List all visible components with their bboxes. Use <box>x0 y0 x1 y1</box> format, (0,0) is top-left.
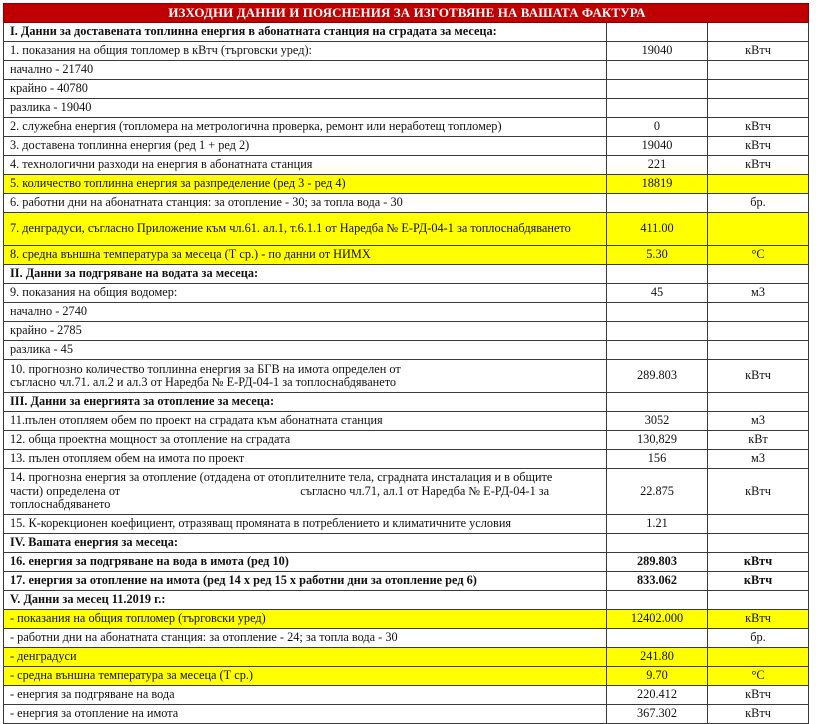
row-label <box>4 469 607 515</box>
row-label: 17. енергия за отопление на имота (ред 14 х ред 15 х работни дни за отопление ред 6) <box>4 572 607 591</box>
row-label: - енергия за подгряване на вода <box>4 686 607 705</box>
row-unit: м3 <box>708 284 809 303</box>
highlighted-row <box>4 610 809 629</box>
row-unit <box>708 213 809 246</box>
row-label: 3. доставена топлинна енергия (ред 1 + ред 2) <box>4 137 607 156</box>
row-label: 16. енергия за подгряване на вода в имота (ред 10) <box>4 553 607 572</box>
row-label: разлика - 19040 <box>4 99 607 118</box>
row-label: начално - 2740 <box>4 303 607 322</box>
table-title: ИЗХОДНИ ДАННИ И ПОЯСНЕНИЯ ЗА ИЗГОТВЯНЕ НА ВАШАТА ФАКТУРА <box>4 4 809 23</box>
row-label: 12. обща проектна мощност за отопление на сградата <box>4 431 607 450</box>
row-value <box>607 322 708 341</box>
row-value: 18819 <box>607 175 708 194</box>
row-unit: бр. <box>708 629 809 648</box>
row-value: 156 <box>607 450 708 469</box>
table-row <box>4 629 809 648</box>
row-value: 367.302 <box>607 705 708 724</box>
row-value: 3052 <box>607 412 708 431</box>
row-value: 221 <box>607 156 708 175</box>
section-heading-row <box>4 393 809 412</box>
row-unit <box>708 175 809 194</box>
table-row <box>4 572 809 591</box>
table-row <box>4 194 809 213</box>
table-row <box>4 156 809 175</box>
table-row <box>4 553 809 572</box>
row-label-part: съгласно чл.71, ал.1 от Наредба № Е-РД-04-1 за <box>300 483 550 498</box>
highlighted-row <box>4 175 809 194</box>
row-unit <box>708 80 809 99</box>
row-unit <box>708 341 809 360</box>
row-unit: кВт <box>708 431 809 450</box>
table-row <box>4 469 809 515</box>
table-row <box>4 118 809 137</box>
row-unit: кВтч <box>708 137 809 156</box>
table-row <box>4 450 809 469</box>
invoice-data-sheet <box>3 3 808 724</box>
row-unit: кВтч <box>708 360 809 393</box>
value-cell <box>607 591 708 610</box>
row-value: 0 <box>607 118 708 137</box>
row-value <box>607 80 708 99</box>
table-row <box>4 412 809 431</box>
row-label: 13. пълен отопляем обем на имота по проект <box>4 450 607 469</box>
row-label-line <box>10 485 602 499</box>
section-heading-row <box>4 591 809 610</box>
value-cell <box>607 265 708 284</box>
row-label: - работни дни на абонатната станция: за отопление - 24; за топла вода - 30 <box>4 629 607 648</box>
row-label <box>4 360 607 393</box>
row-label: крайно - 40780 <box>4 80 607 99</box>
table-row <box>4 303 809 322</box>
value-cell <box>607 23 708 42</box>
row-label: - показания на общия топломер (търговски уред) <box>4 610 607 629</box>
row-value: 241.80 <box>607 648 708 667</box>
row-label: - енергия за отопление на имота <box>4 705 607 724</box>
highlighted-row <box>4 213 809 246</box>
table-row <box>4 360 809 393</box>
row-label: - средна външна температура за месеца (Т ср.) <box>4 667 607 686</box>
row-value <box>607 303 708 322</box>
row-unit: кВтч <box>708 118 809 137</box>
section-heading-row <box>4 534 809 553</box>
row-value: 5.30 <box>607 246 708 265</box>
row-label: 7. денградуси, съгласно Приложение към чл.61. ал.1, т.6.1.1 от Наредба № Е-РД-04-1 за топлоснабдяването <box>4 213 607 246</box>
unit-cell <box>708 534 809 553</box>
row-unit <box>708 515 809 534</box>
section-heading-row <box>4 23 809 42</box>
table-row <box>4 431 809 450</box>
row-label-line: 10. прогнозно количество топлинна енергия за БГВ на имота определен от <box>10 361 401 376</box>
section-heading: I. Данни за доставената топлинна енергия в абонатната станция на сградата за месеца: <box>4 23 607 42</box>
value-cell <box>607 393 708 412</box>
row-unit: кВтч <box>708 469 809 515</box>
row-label: - денградуси <box>4 648 607 667</box>
table-row <box>4 80 809 99</box>
section-heading: V. Данни за месец 11.2019 г.: <box>4 591 607 610</box>
row-unit: °C <box>708 246 809 265</box>
row-value: 22.875 <box>607 469 708 515</box>
table-row <box>4 705 809 724</box>
row-unit <box>708 648 809 667</box>
title-row <box>4 4 809 23</box>
highlighted-row <box>4 246 809 265</box>
row-unit <box>708 61 809 80</box>
row-unit: кВтч <box>708 686 809 705</box>
row-value: 1.21 <box>607 515 708 534</box>
row-label: 11.пълен отопляем обем по проект на сградата към абонатната станция <box>4 412 607 431</box>
row-value: 130,829 <box>607 431 708 450</box>
row-label: 1. показания на общия топломер в кВтч (търговски уред): <box>4 42 607 61</box>
row-value <box>607 61 708 80</box>
row-label: разлика - 45 <box>4 341 607 360</box>
row-value: 289.803 <box>607 360 708 393</box>
section-heading-row <box>4 265 809 284</box>
unit-cell <box>708 23 809 42</box>
row-unit <box>708 99 809 118</box>
row-unit <box>708 303 809 322</box>
row-label: 4. технологични разходи на енергия в абонатната станция <box>4 156 607 175</box>
row-unit <box>708 322 809 341</box>
row-unit: м3 <box>708 450 809 469</box>
value-cell <box>607 534 708 553</box>
row-label-part: части) определена от <box>10 483 121 498</box>
table-row <box>4 686 809 705</box>
row-unit: °C <box>708 667 809 686</box>
table-row <box>4 515 809 534</box>
row-value: 220.412 <box>607 686 708 705</box>
row-unit: бр. <box>708 194 809 213</box>
row-unit: кВтч <box>708 156 809 175</box>
section-heading: III. Данни за енергията за отопление за месеца: <box>4 393 607 412</box>
row-value: 833.062 <box>607 572 708 591</box>
row-unit: кВтч <box>708 705 809 724</box>
row-label-line: топлоснабдяването <box>10 497 111 512</box>
unit-cell <box>708 265 809 284</box>
row-unit: м3 <box>708 412 809 431</box>
unit-cell <box>708 393 809 412</box>
row-unit: кВтч <box>708 610 809 629</box>
table-row <box>4 341 809 360</box>
table-row <box>4 61 809 80</box>
row-value: 289.803 <box>607 553 708 572</box>
table-row <box>4 137 809 156</box>
row-value: 9.70 <box>607 667 708 686</box>
row-label: начално - 21740 <box>4 61 607 80</box>
table-row <box>4 42 809 61</box>
highlighted-row <box>4 667 809 686</box>
row-unit: кВтч <box>708 553 809 572</box>
row-label: 15. К-корекционен коефициент, отразяващ промяната в потреблението и климатичните условия <box>4 515 607 534</box>
row-value <box>607 99 708 118</box>
row-label: 6. работни дни на абонатната станция: за отопление - 30; за топла вода - 30 <box>4 194 607 213</box>
row-label: 2. служебна енергия (топломера на метрологична проверка, ремонт или неработещ топломер) <box>4 118 607 137</box>
row-value: 411.00 <box>607 213 708 246</box>
section-heading: II. Данни за подгряване на водата за месеца: <box>4 265 607 284</box>
row-label: крайно - 2785 <box>4 322 607 341</box>
unit-cell <box>708 591 809 610</box>
row-value <box>607 629 708 648</box>
table-row <box>4 99 809 118</box>
row-label: 9. показания на общия водомер: <box>4 284 607 303</box>
row-label: 8. средна външна температура за месеца (Т ср.) - по данни от НИМХ <box>4 246 607 265</box>
section-heading: IV. Вашата енергия за месеца: <box>4 534 607 553</box>
row-value <box>607 194 708 213</box>
row-value: 12402.000 <box>607 610 708 629</box>
row-unit: кВтч <box>708 572 809 591</box>
row-value: 19040 <box>607 42 708 61</box>
row-unit: кВтч <box>708 42 809 61</box>
row-value: 45 <box>607 284 708 303</box>
invoice-data-table <box>3 3 809 724</box>
row-value: 19040 <box>607 137 708 156</box>
table-row <box>4 322 809 341</box>
table-row <box>4 284 809 303</box>
row-value <box>607 341 708 360</box>
row-label: 5. количество топлинна енергия за разпределение (ред 3 - ред 4) <box>4 175 607 194</box>
highlighted-row <box>4 648 809 667</box>
row-label-line: съгласно чл.71. ал.2 и ал.3 от Наредба № Е-РД-04-1 за топлоснабдяването <box>10 375 397 389</box>
row-label-line: 14. прогнозна енергия за отопление (отдадена от отоплителните тела, сградната инсталация и в общите <box>10 470 553 485</box>
